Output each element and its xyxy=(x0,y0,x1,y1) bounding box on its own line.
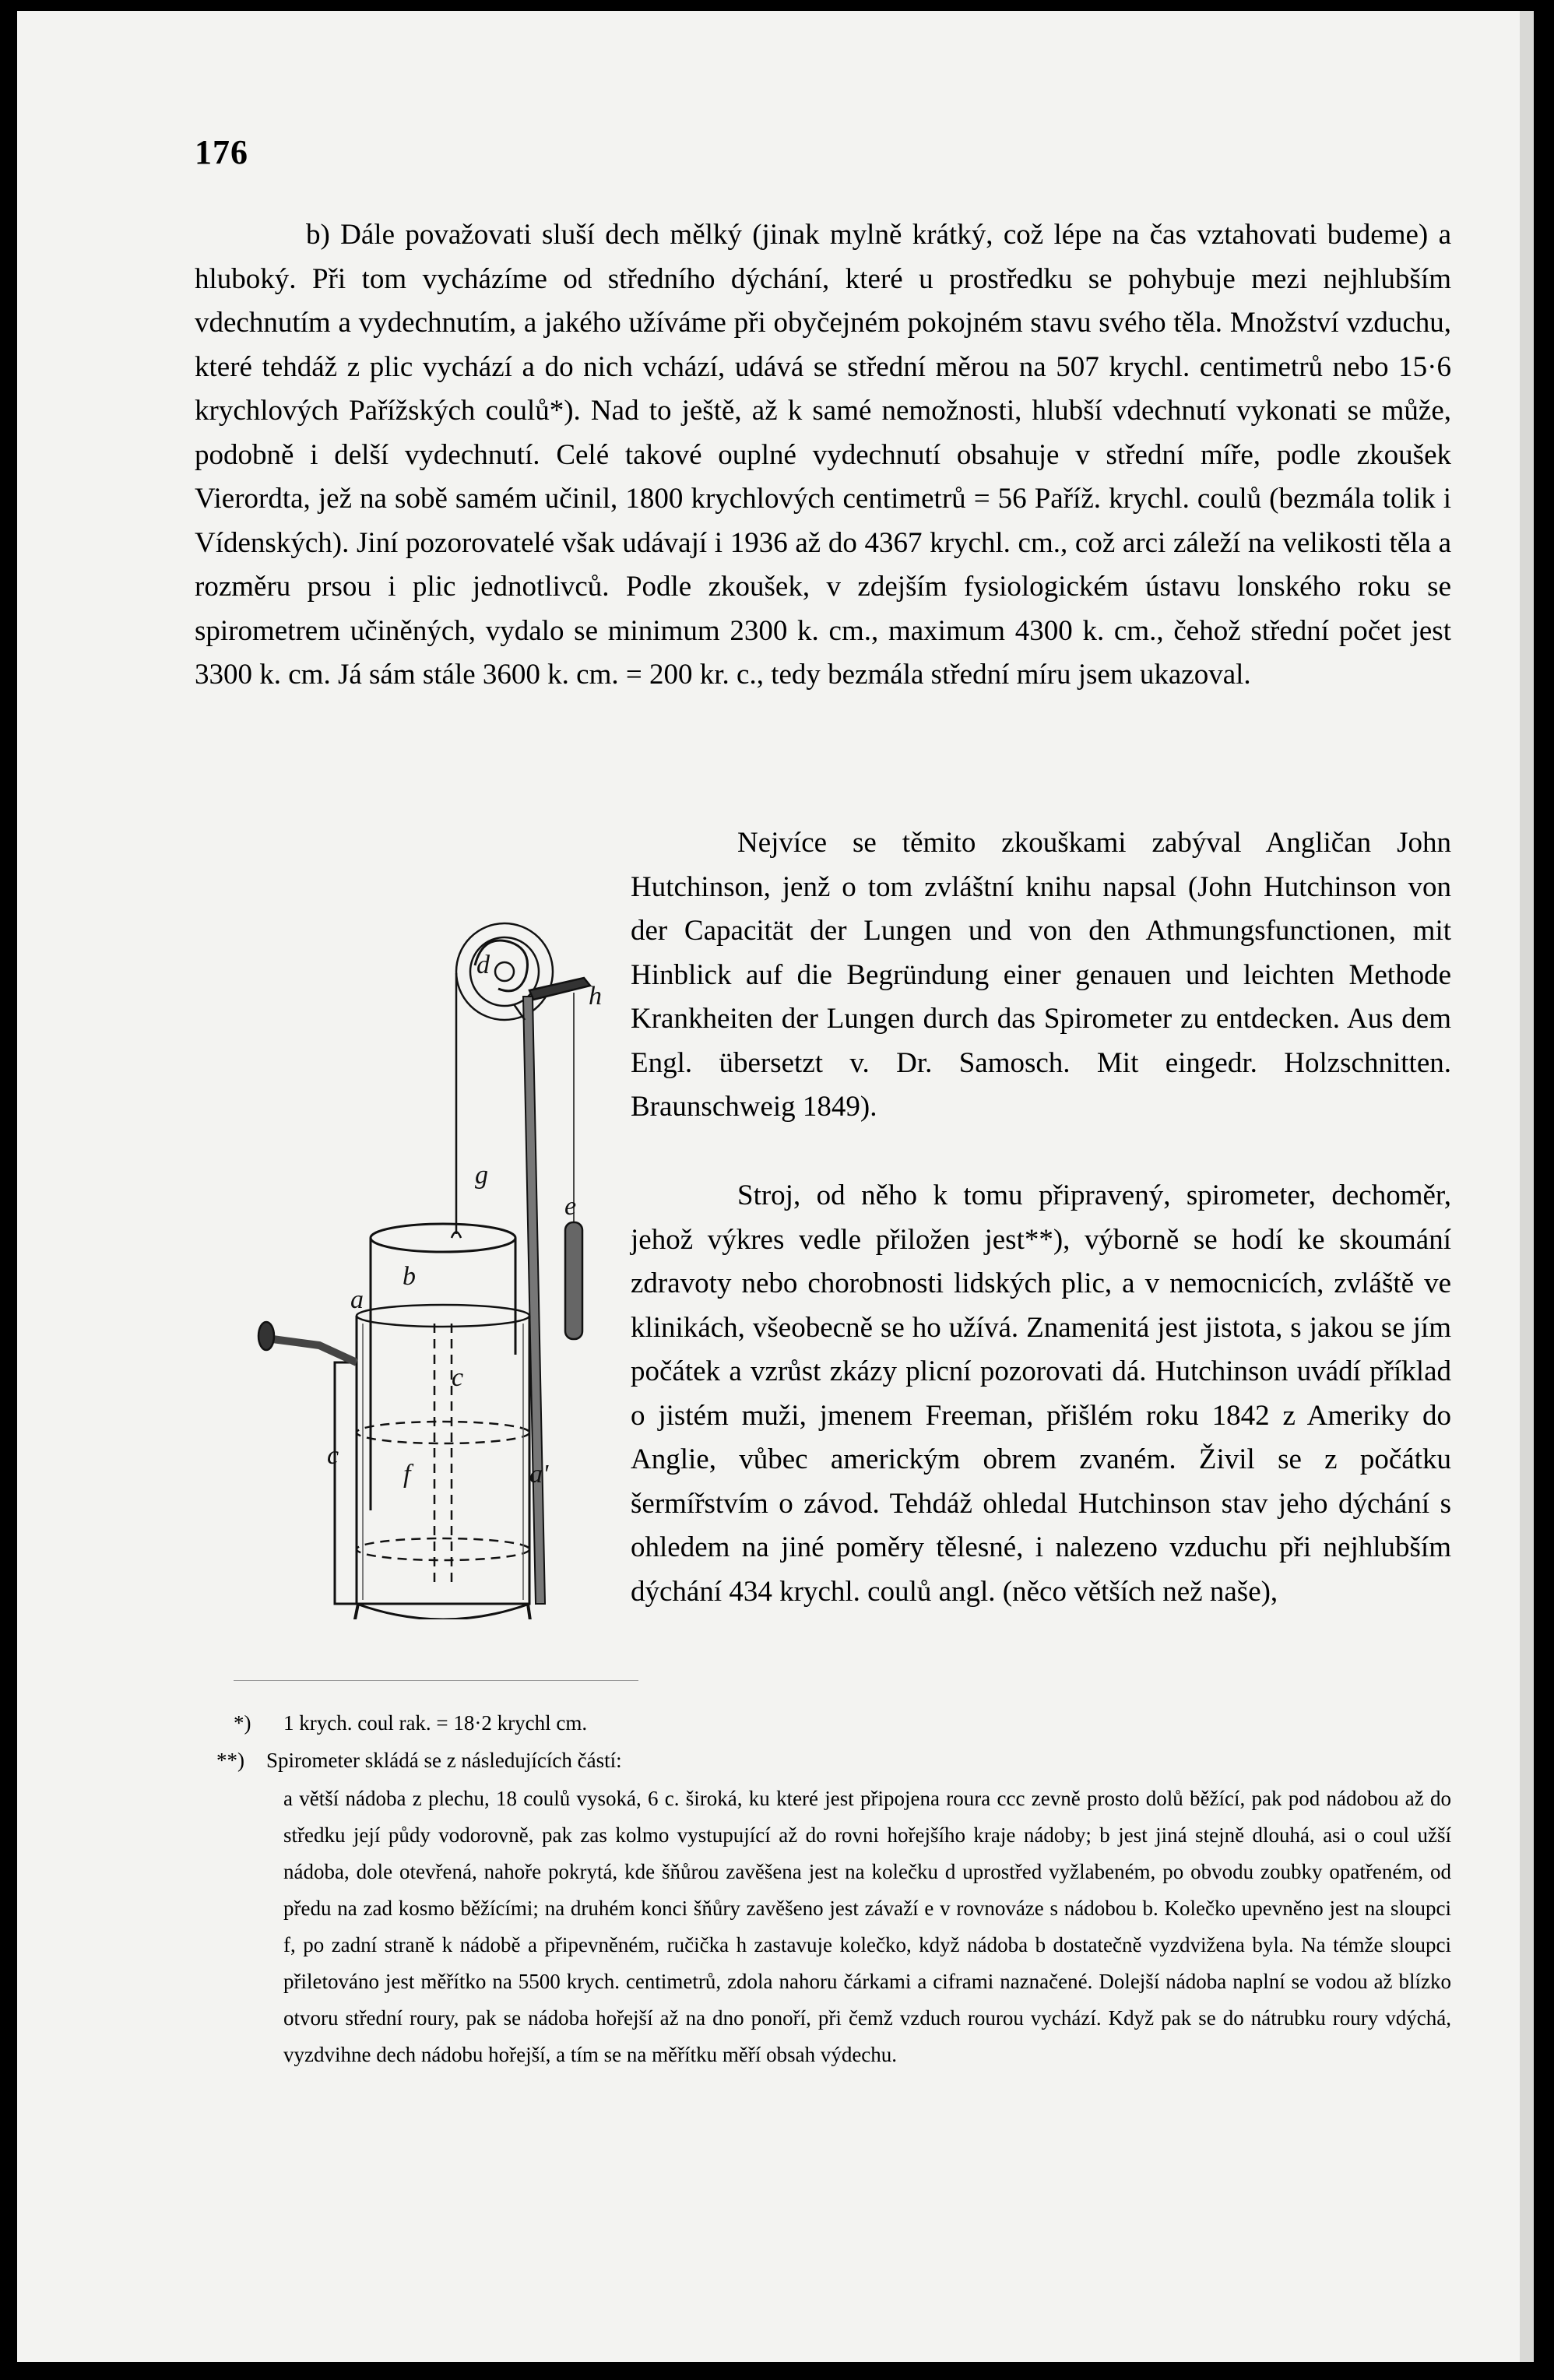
paragraph-spirometer-use: Stroj, od něho k tomu připravený, spirometer, dechoměr, jehož výkres vedle přiložen jest**), výborně se hodí ke skoumání zdravoty nebo chorobnosti lidských plic, a v nemocnicích, zvláště ve klinikách, všeobecně se ho užívá. Znamenitá jest jistota, s jakou se jím počátek a vzrůst zkázy plicní pozorovati dá. Hutchinson uvádí příklad o jistém muži, jmenem Freeman, přišlém roku 1842 z Ameriky do Anglie, vůbec americkým obrem zvaném. Živil se z počátku šermířstvím o závod. Tehdáž ohledal Hutchinson stav jeho dýchání s ohledem na jiné poměry tělesné, i nalezeno vzduchu při nejhlubším dýchání 434 krychl. coulů angl. (něco větších než naše), xyxy=(631,1179,1451,1608)
footnote-1-marker: *) xyxy=(234,1711,251,1735)
footnote-rule xyxy=(234,1680,638,1681)
page-edge xyxy=(1520,11,1534,2362)
footnote-2 xyxy=(216,1742,1478,1779)
footnote-1 xyxy=(234,1705,1495,1742)
paragraph-hutchinson-book: Nejvíce se těmito zkouškami zabýval Angličan John Hutchinson, jenž o tom zvláštní knihu napsal (John Hutchinson von der Capacität der Lungen und von den Athmungsfunctionen, mit Hinblick auf die Begründung einer genauen und leichten Methode Krankheiten der Lungen durch das Spirometer zu entdecken. Aus dem Engl. übersetzt v. Dr. Samosch. Mit eingedr. Holzschnitten. Braunschweig 1849). xyxy=(631,827,1451,1123)
footnote-2-body: a větší nádoba z plechu, 18 coulů vysoká, 6 c. široká, ku které jest připojena roura ccc zevně prosto dolů běžící, pak pod nádobou až do středku její půdy vodorovně, pak zas kolmo vystupující až do rovni hořejšího kraje nádoby; b jest jiná stejně dlouhá, asi o coul užší nádoba, dole otevřená, nahoře pokrytá, kde šňůrou zavěšena jest na kolečku d uprostřed vyžlabeném, po obvodu zoubky opatřeném, od předu na zad kosmo běžícími; na druhém konci šňůry zavěšeno jest závaží e v rovnováze s nádobou b. Kolečko upevněno jest na sloupci f, po zadní straně k nádobě a připevněném, ručička h zastavuje kolečko, když nádoba b dostatečně vyzdvižena byla. Na témže sloupci přiletováno jest měřítko na 5500 krych. centimetrů, zdola nahoru čárkami a ciframi naznačené. Dolejší nádoba naplní se vodou až blízko otvoru střední roury, pak se nádoba hořejší až na dno ponoří, při čemž vzduch rourou vychází. Když pak se do nátrubku roury vdýchá, vyzdvihne dech nádobu hořejší, a tím se na měřítku měří obsah výdechu. xyxy=(283,1787,1451,2066)
pipe-c xyxy=(335,1362,357,1604)
vessel-a xyxy=(357,1316,529,1604)
label-e: e xyxy=(564,1192,577,1221)
paragraph-breathing-depth: b) Dále považovati sluší dech mělký (jinak mylně krátký, což lépe na čas vztahovati budeme) a hluboký. Při tom vycházíme od středního dýchání, které u prostředku se pohybuje mezi nejhlubším vdechnutím a vydechnutím, a jakého užíváme při obyčejném pokojném stavu svého těla. Množství vzduchu, které tehdáž z plic vychází a do nich vchází, udává se střední měrou na 507 krychl. centimetrů nebo 15·6 krychlových Pařížských coulů*). Nad to ještě, až k samé nemožnosti, hlubší vdechnutí vykonati se může, podobně i delší vydechnutí. Celé takové ouplné vydechnutí obsahuje v střední míře, podle zkoušek Vierordta, jež na sobě samém učinil, 1800 krychlových centimetrů = 56 Paříž. krychl. coulů (bezmála tolik i Vídenských). Jiní pozorovatelé však udávají i 1936 až do 4367 krychl. cm., což arci záleží na velikosti těla a rozměru prsou i plic jednotlivců. Podle zkoušek, v zdejším fysiologickém ústavu lonského roku se spirometrem učiněných, vydalo se minimum 2300 k. cm., maximum 4300 k. cm., čehož střední počet jest 3300 k. cm. Já sám stále 3600 k. cm. = 200 kr. c., tedy bezmála střední míru jsem ukazoval. xyxy=(195,219,1451,691)
label-f: f xyxy=(403,1460,411,1489)
footnote-1-text: 1 krych. coul rak. = 18·2 krychl cm. xyxy=(283,1711,588,1735)
vessel-b xyxy=(371,1238,515,1510)
label-b: b xyxy=(403,1262,416,1291)
label-c: c xyxy=(327,1441,339,1470)
label-c-inner: c xyxy=(452,1363,464,1392)
page-number: 176 xyxy=(195,133,248,171)
label-g: g xyxy=(475,1161,488,1190)
stop-lever-h xyxy=(529,978,590,1000)
label-h: h xyxy=(589,982,602,1011)
footnote-2-heading: Spirometer skládá se z následujících částí: xyxy=(266,1749,622,1772)
column-f xyxy=(523,997,545,1604)
spirometer-illustration xyxy=(218,919,607,1619)
counterweight-e xyxy=(565,1222,582,1339)
label-a: a xyxy=(350,1285,364,1314)
footnote-2-marker: **) xyxy=(216,1749,244,1772)
label-d: d xyxy=(476,951,490,979)
label-a-prime: a' xyxy=(529,1460,549,1489)
